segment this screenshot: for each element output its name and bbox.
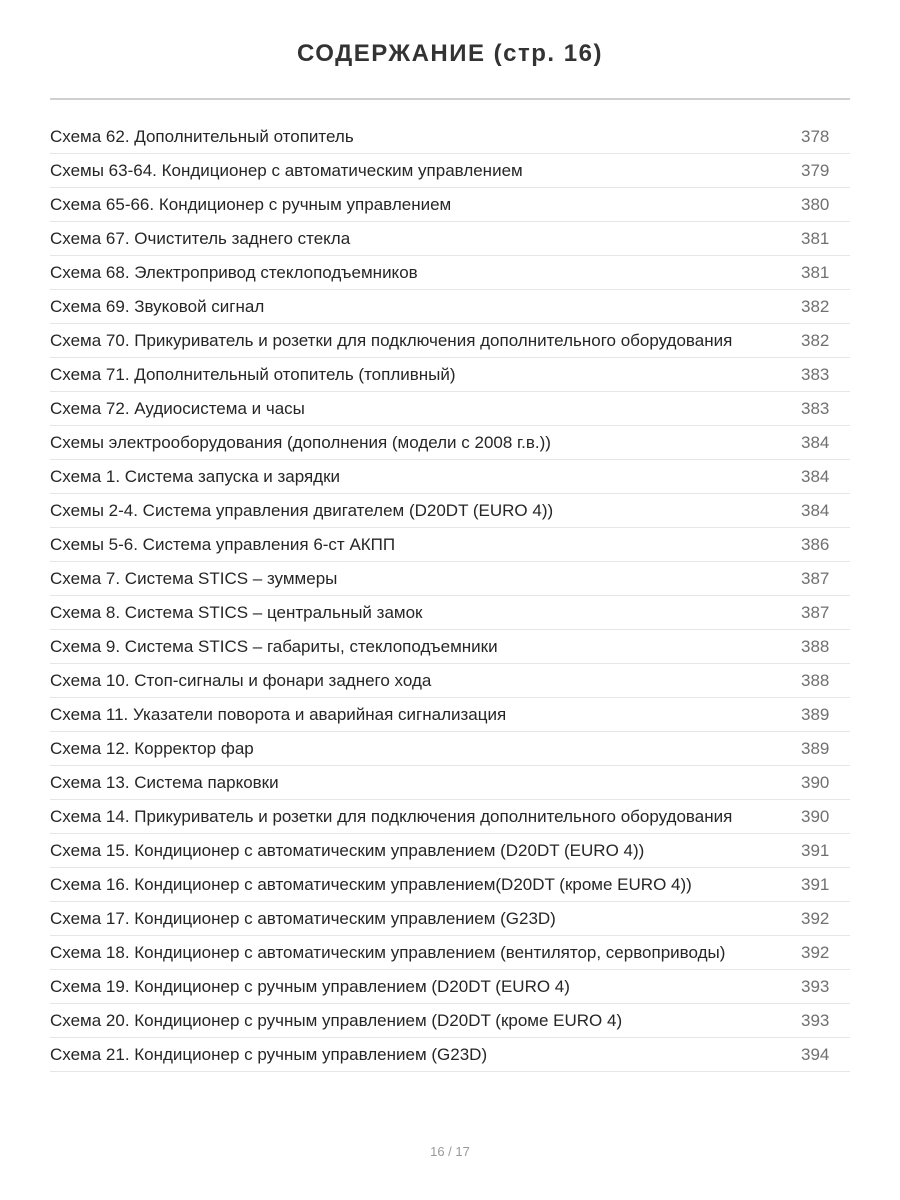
toc-entry[interactable] [50,358,850,392]
toc-entry-page: 392 [801,909,830,928]
toc-entry-page: 381 [801,263,830,282]
toc-entry-label: Схема 13. Система парковки [50,773,279,792]
toc-entry-label: Схема 19. Кондиционер с ручным управлением (D20DT (EURO 4) [50,977,570,996]
toc-entry-page: 390 [801,807,830,826]
toc-entry-page: 390 [801,773,830,792]
toc-entry-page: 391 [801,841,830,860]
toc-entry-page: 382 [801,331,830,350]
toc-entry-page: 388 [801,637,830,656]
toc-entry[interactable] [50,324,850,358]
toc-entry-label: Схема 18. Кондиционер с автоматическим управлением (вентилятор, сервоприводы) [50,943,726,962]
toc-entry-page: 380 [801,195,830,214]
page-title: СОДЕРЖАНИЕ (стр. 16) [297,40,603,67]
toc-entry-label: Схема 21. Кондиционер с ручным управлением (G23D) [50,1045,488,1064]
toc-entry-page: 392 [801,943,830,962]
toc-list [50,120,850,1072]
toc-entry[interactable] [50,1004,850,1038]
toc-entry[interactable] [50,460,850,494]
toc-entry-label: Схема 10. Стоп-сигналы и фонари заднего хода [50,671,432,690]
toc-entry[interactable] [50,596,850,630]
toc-entry-page: 387 [801,569,830,588]
toc-entry-label: Схемы 63-64. Кондиционер с автоматическим управлением [50,161,523,180]
toc-entry-page: 389 [801,705,830,724]
toc-entry-page: 384 [801,433,830,452]
toc-entry-label: Схемы 2-4. Система управления двигателем (D20DT (EURO 4)) [50,501,554,520]
toc-entry-label: Схема 14. Прикуриватель и розетки для подключения дополнительного оборудования [50,807,733,826]
toc-entry-label: Схема 17. Кондиционер с автоматическим управлением (G23D) [50,909,556,928]
toc-entry-label: Схема 70. Прикуриватель и розетки для подключения дополнительного оборудования [50,331,733,350]
toc-entry[interactable] [50,392,850,426]
toc-entry-page: 383 [801,399,830,418]
toc-entry-page: 383 [801,365,830,384]
toc-entry-label: Схема 69. Звуковой сигнал [50,297,265,316]
title-divider [50,98,850,100]
toc-entry[interactable] [50,188,850,222]
toc-entry-label: Схемы электрооборудования (дополнения (модели с 2008 г.в.)) [50,433,551,452]
toc-entry-page: 389 [801,739,830,758]
toc-entry[interactable] [50,426,850,460]
toc-entry-page: 379 [801,161,830,180]
toc-entry[interactable] [50,902,850,936]
toc-entry[interactable] [50,664,850,698]
toc-entry[interactable] [50,630,850,664]
toc-entry-page: 391 [801,875,830,894]
toc-entry[interactable] [50,766,850,800]
toc-entry-label: Схема 12. Корректор фар [50,739,254,758]
toc-entry-label: Схема 15. Кондиционер с автоматическим управлением (D20DT (EURO 4)) [50,841,645,860]
toc-entry-label: Схема 20. Кондиционер с ручным управлением (D20DT (кроме EURO 4) [50,1011,623,1030]
toc-entry-page: 394 [801,1045,830,1064]
toc-entry[interactable] [50,256,850,290]
toc-entry-label: Схемы 5-6. Система управления 6-ст АКПП [50,535,396,554]
toc-entry-label: Схема 68. Электропривод стеклоподъемников [50,263,418,282]
toc-entry-label: Схема 65-66. Кондиционер с ручным управлением [50,195,452,214]
toc-entry[interactable] [50,834,850,868]
toc-entry-page: 387 [801,603,830,622]
toc-entry[interactable] [50,800,850,834]
toc-entry-label: Схема 9. Система STICS – габариты, стеклоподъемники [50,637,498,656]
toc-entry-label: Схема 72. Аудиосистема и часы [50,399,305,418]
toc-entry-label: Схема 11. Указатели поворота и аварийная сигнализация [50,705,507,724]
toc-entry[interactable] [50,868,850,902]
toc-entry[interactable] [50,222,850,256]
toc-entry[interactable] [50,562,850,596]
toc-entry-page: 378 [801,127,830,146]
toc-entry[interactable] [50,970,850,1004]
toc-entry-page: 393 [801,977,830,996]
toc-entry-label: Схема 71. Дополнительный отопитель (топливный) [50,365,456,384]
toc-entry-label: Схема 67. Очиститель заднего стекла [50,229,351,248]
toc-entry[interactable] [50,936,850,970]
toc-entry-label: Схема 8. Система STICS – центральный замок [50,603,423,622]
toc-entry-label: Схема 16. Кондиционер с автоматическим управлением(D20DT (кроме EURO 4)) [50,875,692,894]
page-indicator: 16 / 17 [430,1144,470,1159]
toc-entry[interactable] [50,290,850,324]
toc-entry-page: 393 [801,1011,830,1030]
toc-entry[interactable] [50,528,850,562]
toc-entry[interactable] [50,1038,850,1072]
toc-entry-label: Схема 62. Дополнительный отопитель [50,127,354,146]
toc-entry[interactable] [50,154,850,188]
toc-entry[interactable] [50,732,850,766]
toc-entry-label: Схема 1. Система запуска и зарядки [50,467,341,486]
toc-entry-page: 384 [801,501,830,520]
toc-entry[interactable] [50,120,850,154]
toc-entry-page: 386 [801,535,830,554]
toc-entry-page: 388 [801,671,830,690]
toc-entry-page: 381 [801,229,830,248]
toc-entry[interactable] [50,494,850,528]
toc-entry-label: Схема 7. Система STICS – зуммеры [50,569,338,588]
toc-entry-page: 382 [801,297,830,316]
toc-entry-page: 384 [801,467,830,486]
toc-entry[interactable] [50,698,850,732]
